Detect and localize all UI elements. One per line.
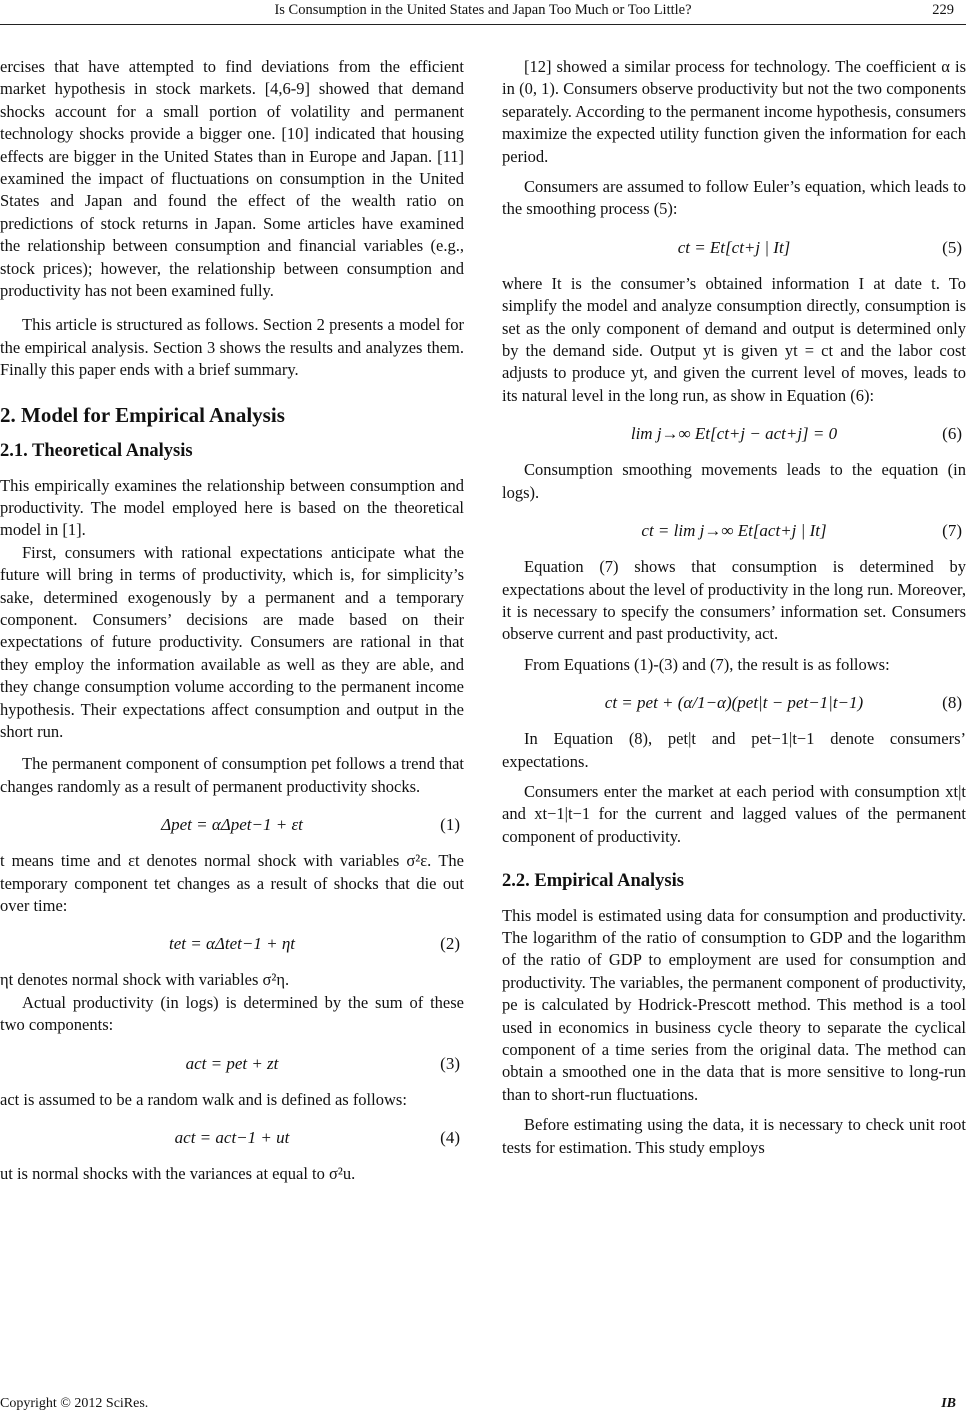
equation-number: (7): [942, 521, 962, 541]
equation-body: ct = Et[ct+j | It]: [677, 237, 791, 257]
paragraph: where It is the consumer’s obtained information I at date t. To simplify the model and analyze consumption directly, consumption is set as the only component of demand and output is determined only by the demand side. Output yt is given yt = ct and the labor cost adjusts to produce yt, and given the current level of moves, leads to its natural level in the long run, as show in Equation (6):: [502, 273, 966, 405]
equation-8: [502, 682, 966, 722]
equation-6: [502, 413, 966, 453]
paragraph: Equation (7) shows that consumption is determined by expectations about the level of productivity in the long run. Moreover, it is necessary to specify the consumers’ information set. Consumers observe current and past productivity, act.: [502, 557, 966, 644]
paragraph: From Equations (1)-(3) and (7), the result is as follows:: [524, 654, 890, 674]
paragraph: This model is estimated using data for consumption and productivity. The logarithm of the ratio of consumption to GDP and the logarithm of the ratio of GDP to employment are used for consumption and productivity. The variables, the permanent component of productivity, pe is calculated by Hodrick-Prescott method. This method is a tool used in economics in business cycle theory to separate the cyclical component of a time series from the original data. The method can obtain a smoothed one in the data that is more sensitive to long-run than to short-run fluctuations.: [502, 905, 966, 1104]
paragraph: This empirically examines the relationship between consumption and productivity. The model employed here is based on the theoretical model in [1].: [0, 475, 464, 540]
paragraph: Consumers are assumed to follow Euler’s equation, which leads to the smoothing process (5):: [502, 177, 966, 219]
paragraph: Actual productivity (in logs) is determined by the sum of these two components:: [0, 992, 464, 1035]
running-header: [0, 0, 966, 24]
equation-body: ct = pet + (α/1−α)(pet|t − pet−1|t−1): [604, 693, 864, 713]
paragraph: ercises that have attempted to find deviations from the efficient market hypothesis in stock markets. [4,6-9] showed that demand shocks account for a small portion of volatility and permanent technology shocks provide a bigger one. [10] indicated that housing effects are bigger in the United States than in Europe and Japan. [11] examined the impact of fluctuations on consumption in the United States and Japan and found the effect of the wealth ratio on predictions of stock returns in Japan. Some articles have examined the relationship between consumption and financial variables (e.g., stock prices); however, the relationship between consumption and productivity has not been examined fully.: [0, 57, 464, 301]
equation-number: (6): [942, 424, 962, 444]
equation-4: [0, 1117, 464, 1157]
equation-body: act = pet + zt: [185, 1053, 279, 1073]
equation-3: [0, 1043, 464, 1083]
paragraph: [12] showed a similar process for technology. The coefficient α is in (0, 1). Consumers observe productivity but not the two components separately. According to the permanent income hypothesis, consumers maximize the expected utility function given the information for each period.: [502, 57, 966, 166]
paragraph: This article is structured as follows. Section 2 presents a model for the empirical analysis. Section 3 shows the results and analyzes them. Finally this paper ends with a brief summary.: [0, 315, 464, 380]
equation-number: (2): [440, 934, 460, 954]
equation-body: act = act−1 + ut: [174, 1128, 290, 1148]
equation-5: [502, 227, 966, 267]
paragraph: The permanent component of consumption pet follows a trend that changes randomly as a result of permanent productivity shocks.: [0, 754, 464, 796]
page-number: 229: [932, 2, 954, 18]
header-rule: [0, 24, 966, 25]
paragraph: Before estimating using the data, it is necessary to check unit root tests for estimation. This study employs: [502, 1115, 966, 1157]
copyright-text: Copyright © 2012 SciRes.: [0, 1396, 149, 1411]
equation-number: (1): [440, 815, 460, 835]
subsection-heading: 2.2. Empirical Analysis: [502, 871, 684, 892]
paragraph: act is assumed to be a random walk and is defined as follows:: [0, 1089, 407, 1109]
right-column: [502, 56, 966, 1159]
paragraph: In Equation (8), pet|t and pet−1|t−1 denote consumers’ expectations.: [502, 729, 966, 771]
journal-abbrev: IB: [941, 1396, 956, 1411]
left-column: [0, 56, 464, 1185]
equation-body: Δpet = αΔpet−1 + εt: [161, 815, 303, 835]
equation-7: [502, 510, 966, 550]
paragraph: ηt denotes normal shock with variables σ²η.: [0, 970, 290, 990]
equation-body: tet = αΔtet−1 + ηt: [169, 934, 295, 954]
equation-number: (5): [942, 237, 962, 257]
paragraph: Consumption smoothing movements leads to the equation (in logs).: [502, 460, 966, 502]
equation-1: [0, 804, 464, 844]
equation-body: ct = lim j→∞ Et[act+j | It]: [641, 521, 827, 541]
equation-body: lim j→∞ Et[ct+j − act+j] = 0: [630, 424, 838, 444]
equation-2: [0, 923, 464, 963]
equation-number: (3): [440, 1053, 460, 1073]
paragraph: ut is normal shocks with the variances at equal to σ²u.: [0, 1164, 356, 1184]
subsection-heading: 2.1. Theoretical Analysis: [0, 441, 193, 462]
paragraph: t means time and εt denotes normal shock with variables σ²ε. The temporary component tet changes as a result of shocks that die out over time:: [0, 851, 464, 915]
paragraph: First, consumers with rational expectations anticipate what the future will bring in terms of productivity, which is, for simplicity’s sake, determined exogenously by a permanent and a temporary component. Consumers’ decisions are made based on their expectations of future productivity. Consumers are rational in that they employ the information available as well as they are able, and they change consumption volume according to the permanent income hypothesis. Their expectations affect consumption and output in the short run.: [0, 542, 464, 741]
equation-number: (8): [942, 693, 962, 713]
paragraph: Consumers enter the market at each period with consumption xt|t and xt−1|t−1 for the current and lagged values of the permanent component of productivity.: [502, 781, 966, 846]
running-title: Is Consumption in the United States and Japan Too Much or Too Little?: [274, 2, 692, 18]
section-heading: 2. Model for Empirical Analysis: [0, 402, 285, 427]
equation-number: (4): [440, 1128, 460, 1148]
